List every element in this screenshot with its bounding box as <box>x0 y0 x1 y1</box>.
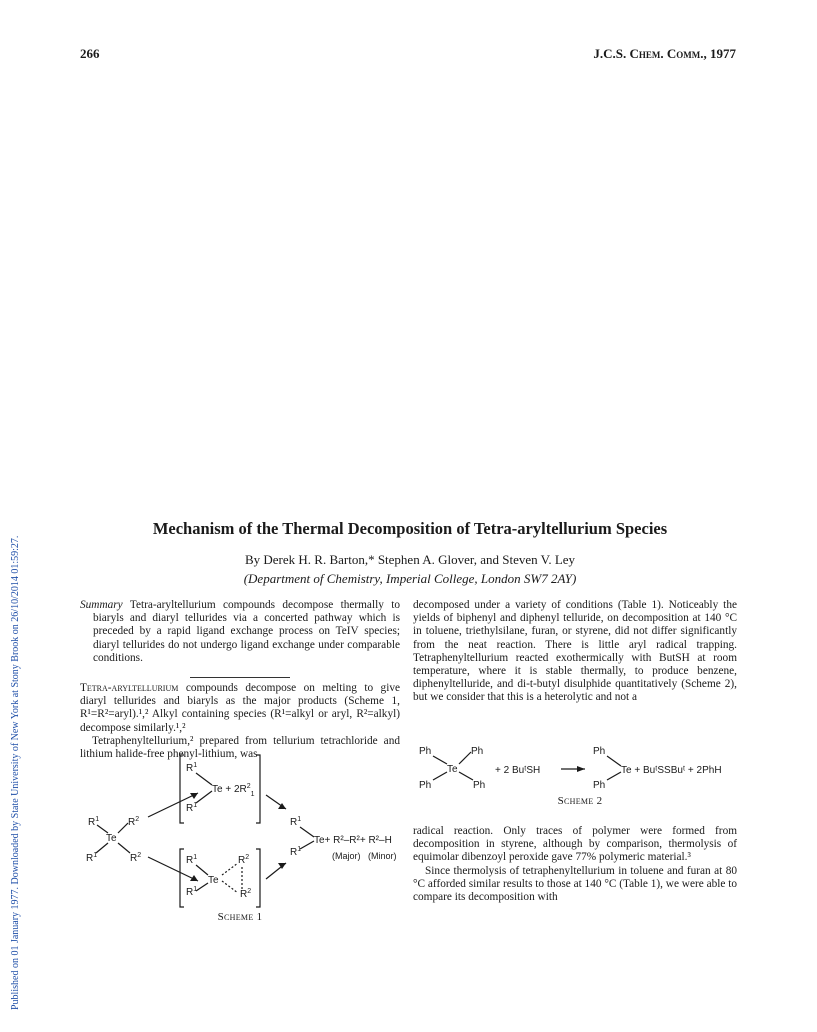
article-title: Mechanism of the Thermal Decomposition of Tetra-aryltellurium Species <box>152 519 668 538</box>
page-number: 266 <box>80 46 100 61</box>
s1-r2-top: $R^2$ <box>128 816 140 828</box>
scheme-1-diagram <box>80 745 410 910</box>
s2-ph-tl: Ph <box>419 746 432 757</box>
s1-r1-bot: $R^1$ <box>86 852 98 864</box>
s1-minor: (Minor) <box>368 851 397 861</box>
s1-bot-r2a: $R^2$ <box>238 854 250 866</box>
summary-label: Summary <box>80 599 123 611</box>
s1-prod-r1b: $R^1$ <box>290 846 302 858</box>
s2-te: Te <box>447 764 458 775</box>
s2-ph-bl: Ph <box>419 780 432 791</box>
scheme-2-diagram <box>413 742 743 792</box>
right-column-top <box>413 599 737 705</box>
download-side-note <box>0 0 22 1032</box>
summary-paragraph <box>80 599 400 665</box>
affiliation: (Department of Chemistry, Imperial College, London SW7 2AY) <box>243 571 577 586</box>
s1-te: Te <box>106 833 117 844</box>
author-line: By Derek H. R. Barton,* Stephen A. Glover, and Steven V. Ley <box>244 552 576 567</box>
download-side-note-text: Published on 01 January 1977. Downloaded by State University of New York at Stony Brook on 26/10/2014 01:59:27. <box>10 535 21 1010</box>
s1-r2-bot: $R^2$ <box>130 852 142 864</box>
left-paragraph-1-text: compounds decompose on melting to give diaryl tellurides and biaryls as the major products (Scheme 1, R¹=R²=aryl).¹,² Alkyl containing species (R¹=alkyl or aryl, R²=alkyl) decompose similarly.¹,² <box>80 682 400 734</box>
s1-prod-r1a: $R^1$ <box>290 816 302 828</box>
right-column-bottom <box>413 825 737 904</box>
left-column-body <box>80 682 400 761</box>
s2-reagent: + 2 BuᵗSH <box>495 765 541 776</box>
scheme-2-caption: Scheme 2 <box>557 795 603 807</box>
s2-prod-ph-b: Ph <box>593 780 606 791</box>
s2-products: Te + BuᵗSSBuᵗ + 2PhH <box>621 765 722 776</box>
s2-ph-tr: Ph <box>471 746 484 757</box>
s1-major: (Major) <box>332 851 361 861</box>
s1-final-products: Te+ R²–R²+ R²–H <box>314 835 392 846</box>
left-paragraph-1 <box>80 682 400 735</box>
s2-prod-ph-t: Ph <box>593 746 606 757</box>
summary-block <box>80 599 400 665</box>
scheme-1-caption: Scheme 1 <box>217 911 263 923</box>
section-divider <box>190 677 290 678</box>
lead-in-words: Tetra-aryltellurium <box>80 682 179 694</box>
s1-bot-r1a: $R^1$ <box>186 854 198 866</box>
right-paragraph-1: decomposed under a variety of conditions (Table 1). Noticeably the yields of biphenyl and diphenyl telluride, on decomposition at 140 °C in toluene, triethylsilane, furan, or styrene, did not differ significantly from the neat reaction. There is little aryl radical trapping. Tetraphenyltellurium reacted exothermically with ButSH at room temperature, where it is stable thermally, to produce benzene, diphenyltelluride, and di-t-butyl disulphide quantitatively (Scheme 2), but we consider that this is a heterolytic and not a <box>413 599 737 704</box>
s1-bot-r2b: $R^2$ <box>240 888 252 900</box>
right-paragraph-3: Since thermolysis of tetraphenyltellurium in toluene and furan at 80 °C afforded similar results to those at 140 °C (Table 1), we were able to compare its decomposition with <box>413 864 737 904</box>
summary-text: Tetra-aryltellurium compounds decompose thermally to biaryls and diaryl tellurides via a concerted pathway which is preceded by a rapid ligand exchange process on TeIV species; diaryl tellurides do not undergo ligand exchange under comparable conditions. <box>93 599 401 664</box>
s1-r1-top: $R^1$ <box>88 816 100 828</box>
s2-ph-br: Ph <box>473 780 486 791</box>
journal-header: J.C.S. Chem. Comm., 1977 <box>593 46 736 61</box>
s1-bot-r1b: $R^1$ <box>186 886 198 898</box>
s1-top-r1a: $R^1$ <box>186 762 198 774</box>
left-paragraph-2: Tetraphenyltellurium,² prepared from tellurium tetrachloride and lithium halide-free phenyl-lithium, was <box>80 734 400 761</box>
s1-top-r1b: $R^1$ <box>186 802 198 814</box>
s1-bot-te: Te <box>208 875 219 886</box>
right-paragraph-2: radical reaction. Only traces of polymer were formed from decomposition in styrene, although by comparison, thermolysis of equimolar dibenzoyl peroxide gave 77% polymeric material.³ <box>413 825 737 864</box>
s1-top-product: $Te + 2R^2_1$ <box>212 783 255 798</box>
